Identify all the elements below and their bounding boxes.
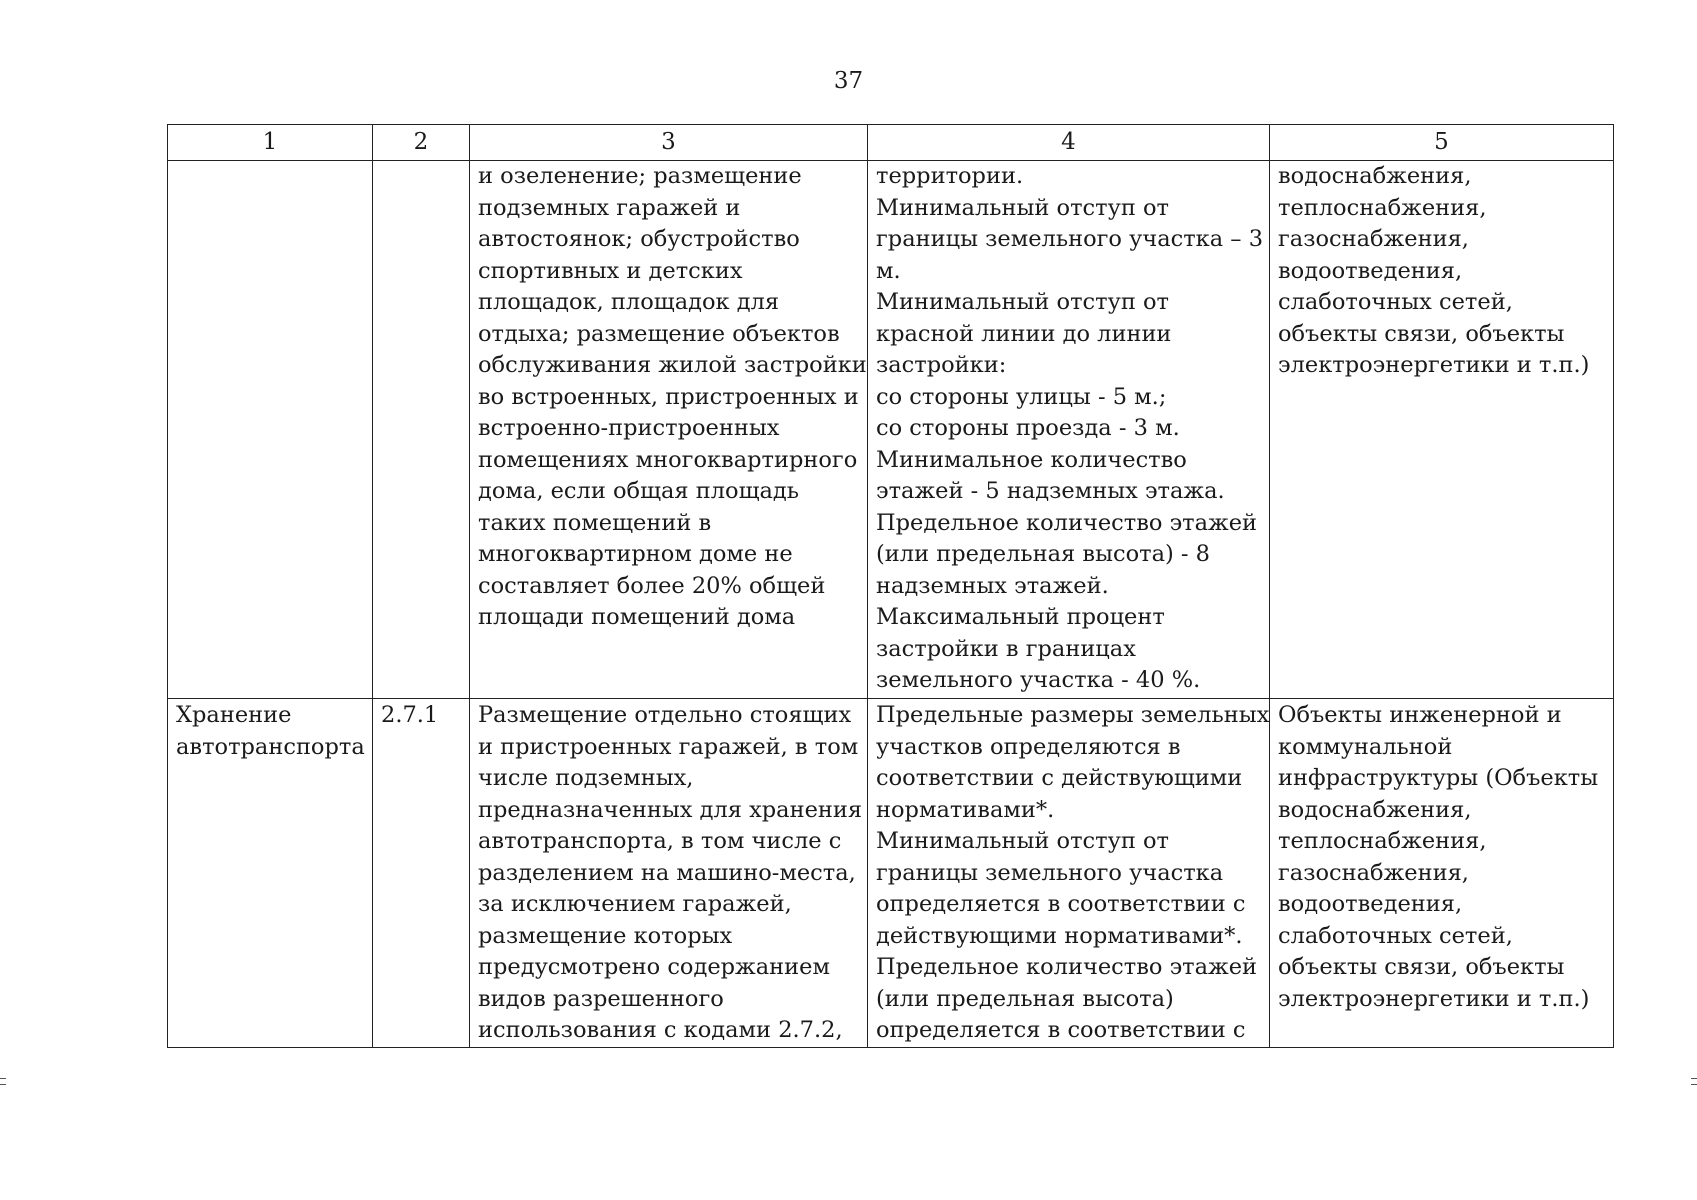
cell-text-line: встроенно-пристроенных xyxy=(478,415,780,441)
cell-text-line: автостоянок; обустройство xyxy=(478,226,800,252)
cell-text-line: предусмотрено содержанием xyxy=(478,954,830,980)
cell-text-line: водоснабжения, xyxy=(1278,796,1472,823)
cell-text-line: площадок, площадок для xyxy=(478,289,780,315)
cell-text-line: газоснабжения, xyxy=(1278,859,1469,886)
cell-text-line: Минимальный отступ от xyxy=(876,194,1169,221)
cell-text-line: Минимальный отступ от xyxy=(876,828,1169,854)
cell-text-line: инфраструктуры (Объекты xyxy=(1278,765,1599,791)
cell-text-line: застройки: xyxy=(876,352,1007,378)
cell-text-line: спортивных и детских xyxy=(478,257,743,284)
cell-text-line: соответствии с действующими xyxy=(876,765,1243,791)
cell-text-line: предназначенных для хранения xyxy=(478,796,863,823)
cell-text-line: м. xyxy=(876,257,901,284)
cell-text-line: многоквартирном доме не xyxy=(478,541,793,567)
cell-text-line: Объекты инженерной и xyxy=(1278,702,1562,728)
cell-text-line: нормативами*. xyxy=(876,796,1055,823)
cell-text-line: границы земельного участка xyxy=(876,859,1224,886)
cell-text-line: Предельные размеры земельных xyxy=(876,702,1270,728)
column-header-1: 1 xyxy=(168,125,373,161)
use-description-cell xyxy=(470,699,868,1048)
cell-text-line: участков определяются в xyxy=(876,733,1181,760)
column-header-3: 3 xyxy=(470,125,868,161)
cell-text-line: определяется в соответствии с xyxy=(876,891,1246,917)
cell-text-line: использования с кодами 2.7.2, xyxy=(478,1017,843,1043)
cell-text-line: таких помещений в xyxy=(478,509,712,536)
cell-text-line: (или предельная высота) xyxy=(876,985,1174,1012)
cell-text-line: Минимальный отступ от xyxy=(876,289,1169,315)
cell-text-line: объекты связи, объекты xyxy=(1278,954,1565,980)
cell-text-line: надземных этажей. xyxy=(876,572,1109,599)
cell-text-line: обслуживания жилой застройки xyxy=(478,352,867,378)
cell-text-line: дома, если общая площадь xyxy=(478,478,800,504)
cell-text-line: красной линии до линии xyxy=(876,320,1172,347)
cell-text-line: коммунальной xyxy=(1278,733,1453,760)
cell-text-line: размещение которых xyxy=(478,922,733,949)
cell-text-line: водоотведения, xyxy=(1278,891,1463,917)
use-type-cell xyxy=(168,161,373,699)
auxiliary-uses-cell xyxy=(1270,161,1614,699)
cell-text-line: автотранспорта, в том числе с xyxy=(478,828,842,854)
column-header-2: 2 xyxy=(373,125,470,161)
cell-text-line: подземных гаражей и xyxy=(478,194,741,221)
use-type-cell xyxy=(168,699,373,1048)
table-row xyxy=(168,699,1614,1048)
cell-text-line: (или предельная высота) - 8 xyxy=(876,541,1210,567)
zoning-regulations-table xyxy=(167,124,1614,1048)
cell-text-line: площади помещений дома xyxy=(478,604,796,630)
cell-text-line: Минимальное количество xyxy=(876,446,1187,473)
cell-text-line: составляет более 20% общей xyxy=(478,572,826,599)
cell-text-line: во встроенных, пристроенных и xyxy=(478,383,859,410)
cell-text-line: помещениях многоквартирного xyxy=(478,446,858,473)
cell-text-line: объекты связи, объекты xyxy=(1278,320,1565,347)
cell-text-line: Размещение отдельно стоящих xyxy=(478,702,852,728)
cell-text-line: этажей - 5 надземных этажа. xyxy=(876,478,1225,504)
auxiliary-uses-cell xyxy=(1270,699,1614,1048)
cell-text-line: газоснабжения, xyxy=(1278,226,1469,252)
use-description-cell xyxy=(470,161,868,699)
use-code-cell xyxy=(373,161,470,699)
table-row xyxy=(168,161,1614,699)
table-header-row xyxy=(168,125,1614,161)
cell-text-line: Максимальный процент xyxy=(876,604,1165,630)
scan-edge-mark-left xyxy=(0,1078,6,1079)
column-header-4: 4 xyxy=(868,125,1270,161)
cell-text-line: со стороны проезда - 3 м. xyxy=(876,415,1180,441)
cell-text-line: и пристроенных гаражей, в том xyxy=(478,733,859,760)
cell-text-line: территории. xyxy=(876,163,1024,189)
cell-text-line: Предельное количество этажей xyxy=(876,509,1258,536)
cell-text-line: водоснабжения, xyxy=(1278,163,1472,189)
cell-text-line: определяется в соответствии с xyxy=(876,1017,1246,1043)
cell-text-line: теплоснабжения, xyxy=(1278,194,1487,221)
cell-text-line: Предельное количество этажей xyxy=(876,954,1258,980)
cell-text-line: 2.7.1 xyxy=(381,702,439,728)
use-code-cell xyxy=(373,699,470,1048)
cell-text-line: слаботочных сетей, xyxy=(1278,289,1513,315)
cell-text-line: Хранение xyxy=(176,702,292,728)
column-header-5: 5 xyxy=(1270,125,1614,161)
cell-text-line: застройки в границах xyxy=(876,635,1136,662)
parameters-cell xyxy=(868,161,1270,699)
parameters-cell xyxy=(868,699,1270,1048)
cell-text-line: электроэнергетики и т.п.) xyxy=(1278,985,1590,1012)
cell-text-line: электроэнергетики и т.п.) xyxy=(1278,352,1590,378)
cell-text-line: со стороны улицы - 5 м.; xyxy=(876,383,1167,410)
cell-text-line: действующими нормативами*. xyxy=(876,922,1243,949)
cell-text-line: и озеленение; размещение xyxy=(478,163,802,189)
cell-text-line: границы земельного участка – 3 xyxy=(876,226,1264,252)
cell-text-line: отдыха; размещение объектов xyxy=(478,320,840,347)
cell-text-line: теплоснабжения, xyxy=(1278,828,1487,854)
cell-text-line: автотранспорта xyxy=(176,733,365,760)
cell-text-line: числе подземных, xyxy=(478,765,694,791)
cell-text-line: слаботочных сетей, xyxy=(1278,922,1513,949)
cell-text-line: за исключением гаражей, xyxy=(478,891,792,917)
cell-text-line: земельного участка - 40 %. xyxy=(876,667,1201,693)
cell-text-line: водоотведения, xyxy=(1278,257,1463,284)
scan-edge-mark-right xyxy=(1691,1078,1697,1079)
cell-text-line: разделением на машино-места, xyxy=(478,859,856,886)
scan-edge-mark-left xyxy=(0,1084,6,1085)
cell-text-line: видов разрешенного xyxy=(478,985,724,1012)
page-number: 37 xyxy=(833,68,864,94)
scan-edge-mark-right xyxy=(1691,1084,1697,1085)
